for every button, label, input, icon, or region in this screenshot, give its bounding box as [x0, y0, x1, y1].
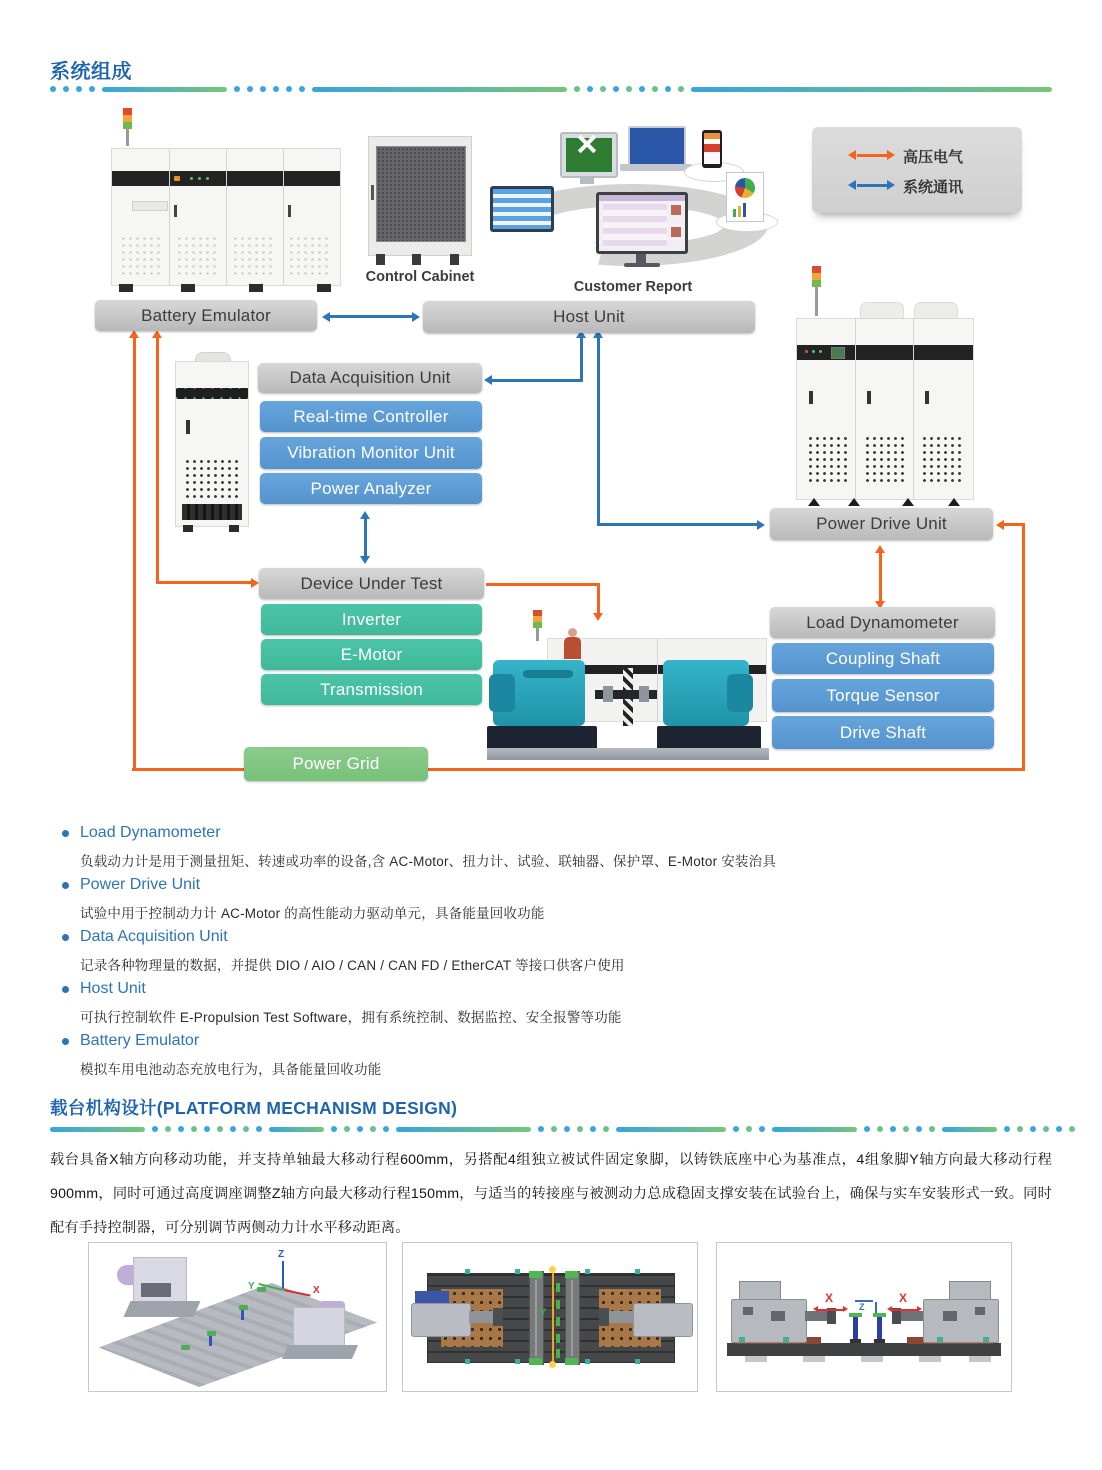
legend-comm-arrowhead-left	[848, 180, 856, 190]
hv-arrowhead-into-pdu-bottom	[875, 545, 885, 553]
hv-line-dut-to-bench-h	[486, 583, 600, 586]
e-motor-box: E-Motor	[261, 639, 482, 670]
battery-emulator-box: Battery Emulator	[95, 300, 317, 331]
pdu-cabinet-image	[796, 266, 974, 512]
test-bench-image	[487, 598, 769, 760]
bullet-dot	[62, 1038, 69, 1045]
platform-figure-isometric	[88, 1242, 387, 1392]
transmission-box: Transmission	[261, 674, 482, 705]
hv-line-grid-to-battery	[133, 338, 136, 770]
comm-arrowhead-into-dau	[484, 375, 492, 385]
platform-paragraph: 载台具备X轴方向移动功能，并支持单轴最大移动行程600mm，另搭配4组独立被试件固定象脚，以铸铁底座中心为基准点，4组象脚Y轴方向最大移动行程900mm，同时可通过高度调座调整Z轴方向最大移动行程150mm，与适当的转接座与被测动力总成稳固支撑安装在试验台上，确保与实车安装形式一致。同时配有手持控制器，可分别调节两侧动力计水平移动距离。	[50, 1152, 1052, 1236]
axis-label-y: Y	[539, 1307, 547, 1319]
bullet-desc-host-unit: 可执行控制软件 E-Propulsion Test Software，拥有系统控制、数据监控、安全报警等功能	[80, 1010, 622, 1025]
legend-comm-arrowhead-right	[887, 180, 895, 190]
power-grid-box: Power Grid	[244, 747, 428, 781]
customer-report-caption: Customer Report	[573, 279, 693, 295]
axis-label-x-right: X	[899, 1291, 908, 1305]
axis-label-z: Z	[278, 1249, 285, 1260]
axis-label-x: X	[313, 1285, 320, 1296]
comm-line-host-dau-h	[492, 379, 583, 382]
torque-sensor-box: Torque Sensor	[772, 679, 994, 712]
bullet-dot	[62, 830, 69, 837]
bullet-title-power-drive-unit: Power Drive Unit	[80, 876, 201, 893]
comm-arrowhead-into-battery	[322, 312, 330, 322]
legend-hv-label: 高压电气	[903, 149, 964, 166]
hv-arrowhead-into-pdu-right	[996, 520, 1004, 530]
legend-hv-arrowhead-left	[848, 150, 856, 160]
hv-line-dut-to-bench-v	[597, 583, 600, 613]
legend-comm-label: 系统通讯	[903, 179, 964, 196]
hv-line-pdu-loaddyn	[879, 553, 882, 601]
bullet-desc-power-drive-unit: 试验中用于控制动力计 AC-Motor 的高性能动力驱动单元，具备能量回收功能	[80, 906, 545, 921]
coupling-shaft-box: Coupling Shaft	[772, 643, 994, 674]
separator-decoration	[50, 1126, 1052, 1132]
drive-shaft-box: Drive Shaft	[772, 716, 994, 749]
power-drive-unit-box: Power Drive Unit	[770, 508, 993, 540]
dim-arrowhead	[813, 1306, 818, 1312]
platform-figure-side-view	[716, 1242, 1012, 1392]
hv-arrowhead-into-bench	[593, 613, 603, 621]
legend-hv-arrowhead-right	[887, 150, 895, 160]
comm-line-analyzer-dut	[364, 519, 367, 556]
axis-label-y: Y	[248, 1281, 255, 1292]
host-unit-box: Host Unit	[423, 301, 755, 333]
hv-arrowhead-into-battery-left	[129, 330, 139, 338]
dim-arrowhead	[887, 1306, 892, 1312]
axis-label-x-left: X	[825, 1291, 834, 1305]
legend-comm-arrow	[857, 184, 887, 187]
comm-line-battery-host	[330, 315, 412, 318]
real-time-controller-box: Real-time Controller	[260, 401, 482, 432]
bullet-dot	[62, 986, 69, 993]
bullet-desc-load-dynamometer: 负载动力计是用于测量扭矩、转速或功率的设备,含 AC-Motor、扭力计、试验、联轴器、保护罩、E-Motor 安装治具	[80, 854, 777, 869]
hv-line-battery-to-dut-h	[156, 581, 253, 584]
comm-arrowhead-into-pdu	[757, 520, 765, 530]
bullet-desc-battery-emulator: 模拟车用电池动态充放电行为，具备能量回收功能	[80, 1062, 382, 1077]
bullet-title-data-acquisition-unit: Data Acquisition Unit	[80, 928, 228, 945]
inverter-box: Inverter	[261, 604, 482, 635]
bullet-title-load-dynamometer: Load Dynamometer	[80, 824, 221, 841]
dim-arrowhead	[843, 1306, 848, 1312]
comm-line-host-pdu-v	[597, 338, 600, 526]
load-dynamometer-box: Load Dynamometer	[770, 607, 995, 638]
comm-arrowhead-into-dut	[360, 556, 370, 564]
bullet-dot	[62, 882, 69, 889]
control-cabinet-caption: Control Cabinet	[365, 269, 475, 285]
axis-triad	[248, 1249, 321, 1303]
control-cabinet-image	[368, 136, 472, 268]
comm-line-host-pdu-h	[597, 523, 757, 526]
hv-line-grid-to-pdu-v	[1022, 523, 1025, 770]
data-acquisition-unit-box: Data Acquisition Unit	[258, 363, 482, 393]
platform-figure-top-view	[402, 1242, 698, 1392]
hv-line-battery-to-dut-v	[156, 338, 159, 584]
legend-box	[812, 127, 1022, 213]
dau-cabinet-image	[175, 352, 249, 538]
hv-arrowhead-into-battery-right	[152, 330, 162, 338]
device-under-test-box: Device Under Test	[259, 568, 484, 599]
battery-emulator-image	[111, 108, 341, 292]
separator-decoration	[50, 86, 1052, 92]
bullet-title-host-unit: Host Unit	[80, 980, 146, 997]
comm-arrowhead-into-analyzer	[360, 511, 370, 519]
dim-arrowhead	[917, 1306, 922, 1312]
section-title-system: 系统组成	[50, 61, 132, 83]
bullet-title-battery-emulator: Battery Emulator	[80, 1032, 200, 1049]
customer-report-image	[488, 126, 780, 278]
bullet-desc-data-acquisition-unit: 记录各种物理量的数据，并提供 DIO / AIO / CAN / CAN FD / EtherCAT 等接口供客户使用	[80, 958, 625, 973]
section-title-platform: 载台机构设计(PLATFORM MECHANISM DESIGN)	[50, 1098, 458, 1118]
bullet-dot	[62, 934, 69, 941]
comm-arrowhead-into-host-left	[412, 312, 420, 322]
hv-arrowhead-into-dut	[251, 578, 259, 588]
comm-line-host-dau-v	[580, 338, 583, 382]
legend-hv-arrow	[857, 154, 887, 157]
axis-label-z: Z	[859, 1302, 865, 1312]
power-analyzer-box: Power Analyzer	[260, 473, 482, 504]
vibration-monitor-unit-box: Vibration Monitor Unit	[260, 437, 482, 469]
